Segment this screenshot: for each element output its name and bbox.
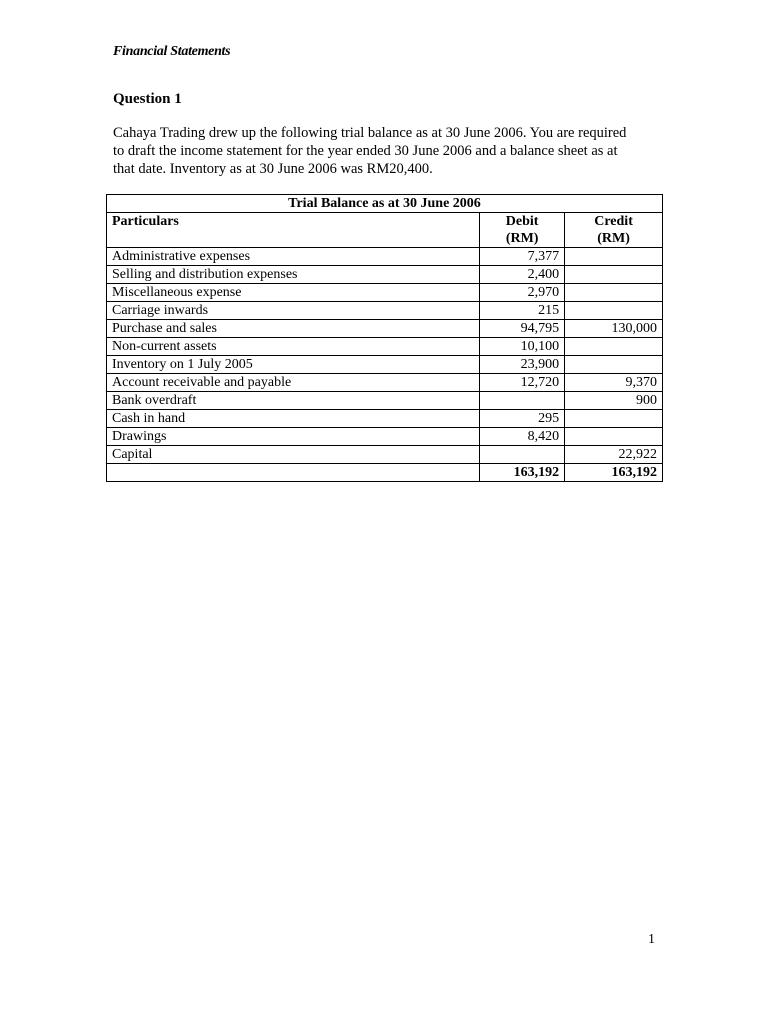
credit-cell	[565, 284, 663, 302]
particular-cell: Cash in hand	[107, 410, 480, 428]
debit-cell: 94,795	[480, 320, 565, 338]
intro-line: Cahaya Trading drew up the following trial balance as at 30 June 2006. You are required	[113, 125, 627, 141]
intro-line: to draft the income statement for the year ended 30 June 2006 and a balance sheet as at	[113, 143, 618, 159]
debit-cell: 2,400	[480, 266, 565, 284]
particular-cell: Selling and distribution expenses	[107, 266, 480, 284]
debit-cell	[480, 446, 565, 464]
question-intro	[113, 124, 673, 178]
debit-cell: 2,970	[480, 284, 565, 302]
table-row	[107, 428, 663, 446]
credit-cell	[565, 248, 663, 266]
total-label	[107, 464, 480, 482]
particular-cell: Non-current assets	[107, 338, 480, 356]
debit-cell: 295	[480, 410, 565, 428]
document-header-title: Financial Statements	[113, 44, 231, 59]
credit-cell: 900	[565, 392, 663, 410]
particular-cell: Drawings	[107, 428, 480, 446]
trial-balance-table	[106, 194, 663, 482]
intro-line: that date. Inventory as at 30 June 2006 was RM20,400.	[113, 161, 433, 177]
table-row	[107, 284, 663, 302]
table-row	[107, 320, 663, 338]
total-debit: 163,192	[480, 464, 565, 482]
question-title: Question 1	[113, 91, 182, 107]
page-number: 1	[648, 932, 655, 947]
debit-cell: 12,720	[480, 374, 565, 392]
particular-cell: Purchase and sales	[107, 320, 480, 338]
particular-cell: Capital	[107, 446, 480, 464]
column-header-debit	[480, 213, 565, 248]
particular-cell: Miscellaneous expense	[107, 284, 480, 302]
table-body	[107, 248, 663, 464]
table-row	[107, 374, 663, 392]
table-row	[107, 302, 663, 320]
table-title-row	[107, 195, 663, 213]
table-row	[107, 356, 663, 374]
credit-cell: 9,370	[565, 374, 663, 392]
debit-cell: 215	[480, 302, 565, 320]
particular-cell: Bank overdraft	[107, 392, 480, 410]
table-row	[107, 248, 663, 266]
particular-cell: Carriage inwards	[107, 302, 480, 320]
table-title: Trial Balance as at 30 June 2006	[107, 195, 663, 213]
debit-cell: 8,420	[480, 428, 565, 446]
credit-cell	[565, 410, 663, 428]
table-row	[107, 446, 663, 464]
table-header-row	[107, 213, 663, 248]
table-row	[107, 410, 663, 428]
debit-cell: 23,900	[480, 356, 565, 374]
particular-cell: Account receivable and payable	[107, 374, 480, 392]
particular-cell: Administrative expenses	[107, 248, 480, 266]
debit-label: Debit	[505, 214, 539, 229]
credit-cell	[565, 428, 663, 446]
debit-cell: 7,377	[480, 248, 565, 266]
total-row	[107, 464, 663, 482]
credit-cell: 22,922	[565, 446, 663, 464]
column-header-particulars: Particulars	[107, 213, 480, 248]
debit-cell	[480, 392, 565, 410]
credit-unit: (RM)	[597, 231, 630, 246]
table-row	[107, 392, 663, 410]
credit-cell: 130,000	[565, 320, 663, 338]
table-row	[107, 266, 663, 284]
particular-cell: Inventory on 1 July 2005	[107, 356, 480, 374]
column-header-credit	[565, 213, 663, 248]
table-row	[107, 338, 663, 356]
credit-cell	[565, 266, 663, 284]
credit-cell	[565, 302, 663, 320]
debit-cell: 10,100	[480, 338, 565, 356]
credit-cell	[565, 338, 663, 356]
credit-cell	[565, 356, 663, 374]
debit-unit: (RM)	[505, 231, 539, 246]
credit-label: Credit	[594, 214, 633, 229]
total-credit: 163,192	[565, 464, 663, 482]
